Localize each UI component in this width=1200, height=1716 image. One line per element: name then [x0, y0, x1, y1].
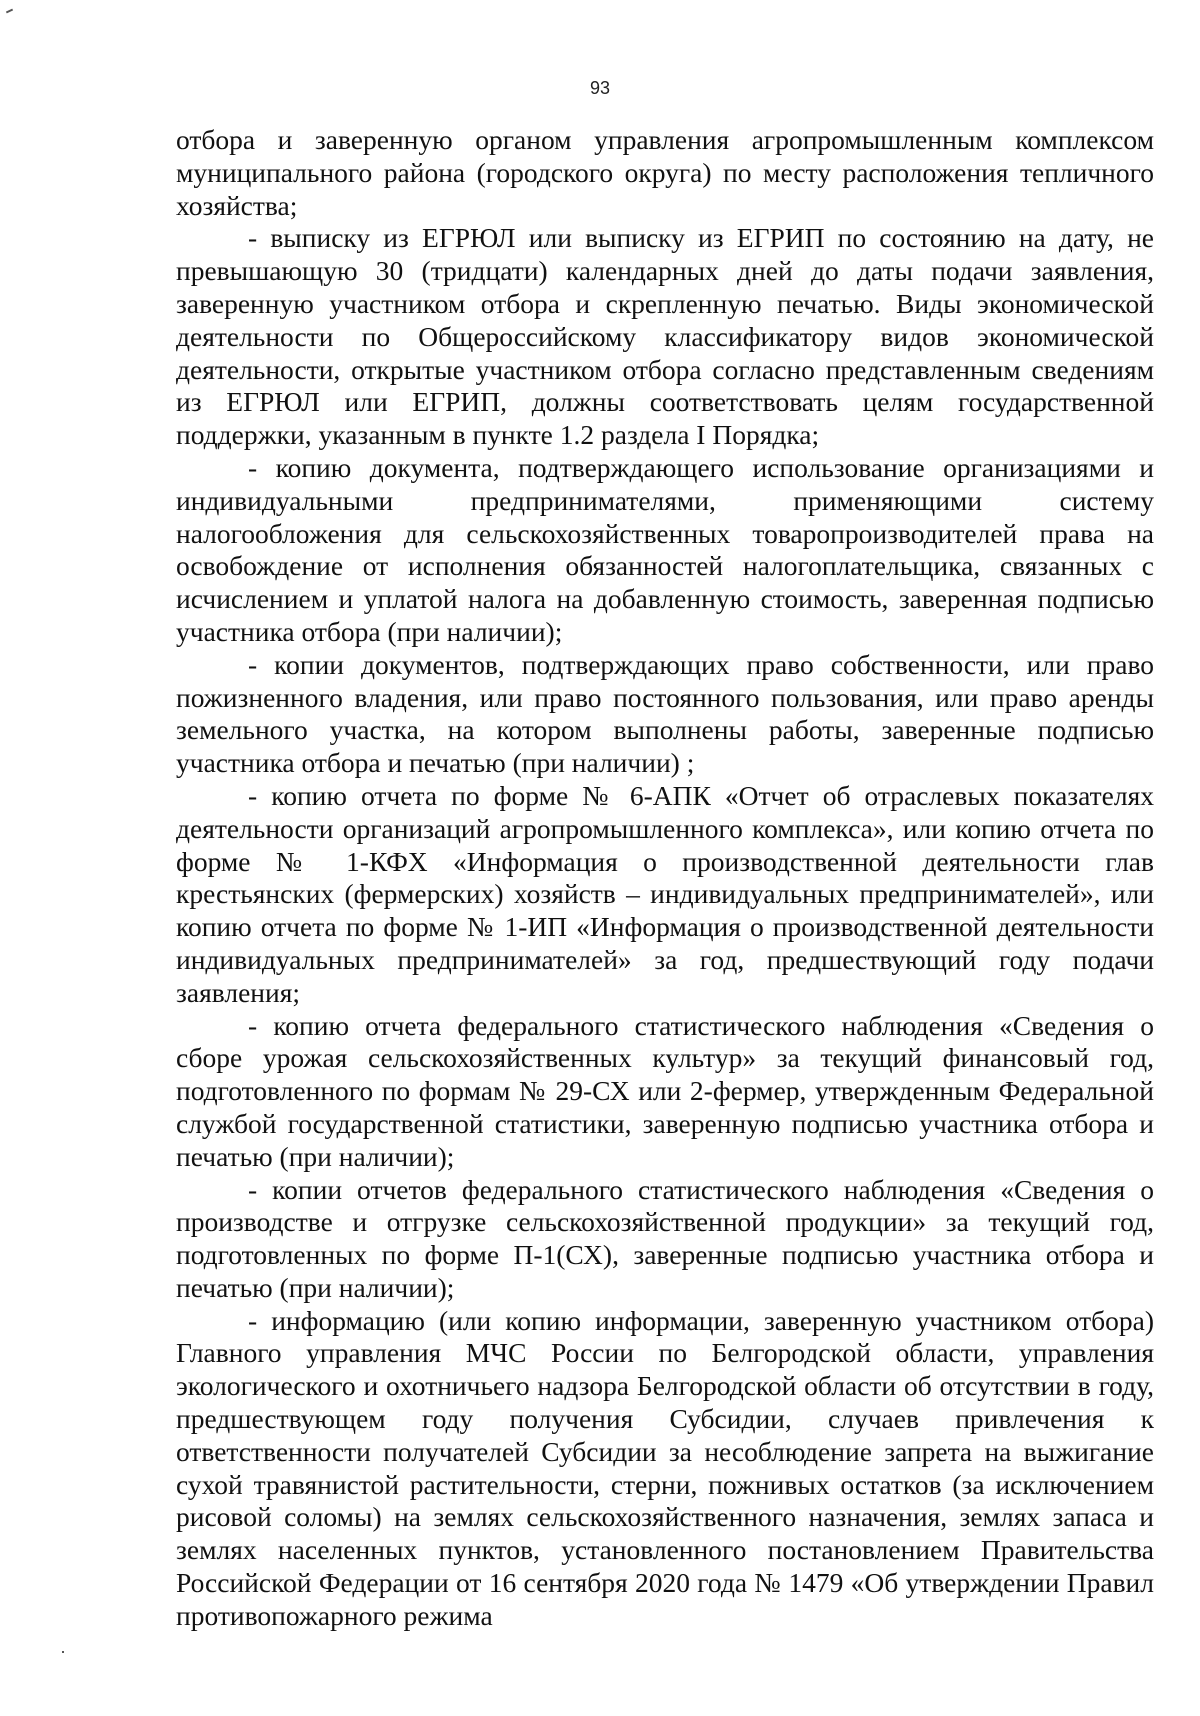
paragraph-harvest-report: - копию отчета федерального статистического наблюдения «Сведения о сборе урожая сельскохозяйственных культур» за текущий финансовый год, подготовленного по формам № 29-СХ или 2-фермер, утвержденным Федеральной службой государственной статистики, заверенную подписью участника отбора и печатью (при наличии); [176, 1009, 1154, 1172]
scan-mark-top-left [6, 9, 13, 14]
scan-mark-bottom-left [62, 1651, 64, 1653]
paragraph-continuation: отбора и заверенную органом управления агропромышленным комплексом муниципального района (городского округа) по месту расположения тепличного хозяйства; [176, 124, 1154, 221]
paragraph-apk-report: - копию отчета по форме № 6-АПК «Отчет об отраслевых показателях деятельности организаций агропромышленного комплекса», или копию отчета по форме № 1-КФХ «Информация о производственной деятельности глав крестьянских (фермерских) хозяйств – индивидуальных предпринимателей», или копию отчета по форме № 1-ИП «Информация о производственной деятельности индивидуальных предпринимателей» за год, предшествующий году подачи заявления; [176, 779, 1154, 1008]
paragraph-land-rights: - копии документов, подтверждающих право собственности, или право пожизненного владения, или право постоянного пользования, или право аренды земельного участка, на котором выполнены работы, заверенные подписью участника отбора и печатью (при наличии) ; [176, 648, 1154, 779]
paragraph-egrul-extract: - выписку из ЕГРЮЛ или выписку из ЕГРИП по состоянию на дату, не превышающую 30 (тридцати) календарных дней до даты подачи заявления, заверенную участником отбора и скрепленную печатью. Виды экономической деятельности по Общероссийскому классификатору видов экономической деятельности, открытые участником отбора согласно представленным сведениям из ЕГРЮЛ или ЕГРИП, должны соответствовать целям государственной поддержки, указанным в пункте 1.2 раздела I Порядка; [176, 222, 1154, 451]
document-body [176, 124, 1154, 1633]
paragraph-vat-exemption: - копию документа, подтверждающего использование организациями и индивидуальными предпринимателями, применяющими систему налогообложения для сельскохозяйственных товаропроизводителей права на освобождение от исполнения обязанностей налогоплательщика, связанных с исчислением и уплатой налога на добавленную стоимость, заверенная подписью участника отбора (при наличии); [176, 451, 1154, 647]
paragraph-fire-safety-info: - информацию (или копию информации, заверенную участником отбора) Главного управления МЧС России по Белгородской области, управления экологического и охотничьего надзора Белгородской области об отсутствии в году, предшествующем году получения Субсидии, случаев привлечения к ответственности получателей Субсидии за несоблюдение запрета на выжигание сухой травянистой растительности, стерни, пожнивых остатков (за исключением рисовой соломы) на землях сельскохозяйственного назначения, землях запаса и землях населенных пунктов, установленного постановлением Правительства Российской Федерации от 16 сентября 2020 года № 1479 «Об утверждении Правил противопожарного режима [176, 1304, 1154, 1631]
page-number: 93 [589, 78, 611, 98]
paragraph-production-report: - копии отчетов федерального статистического наблюдения «Сведения о производстве и отгрузке сельскохозяйственной продукции» за текущий год, подготовленных по форме П-1(СХ), заверенные подписью участника отбора и печатью (при наличии); [176, 1173, 1154, 1303]
